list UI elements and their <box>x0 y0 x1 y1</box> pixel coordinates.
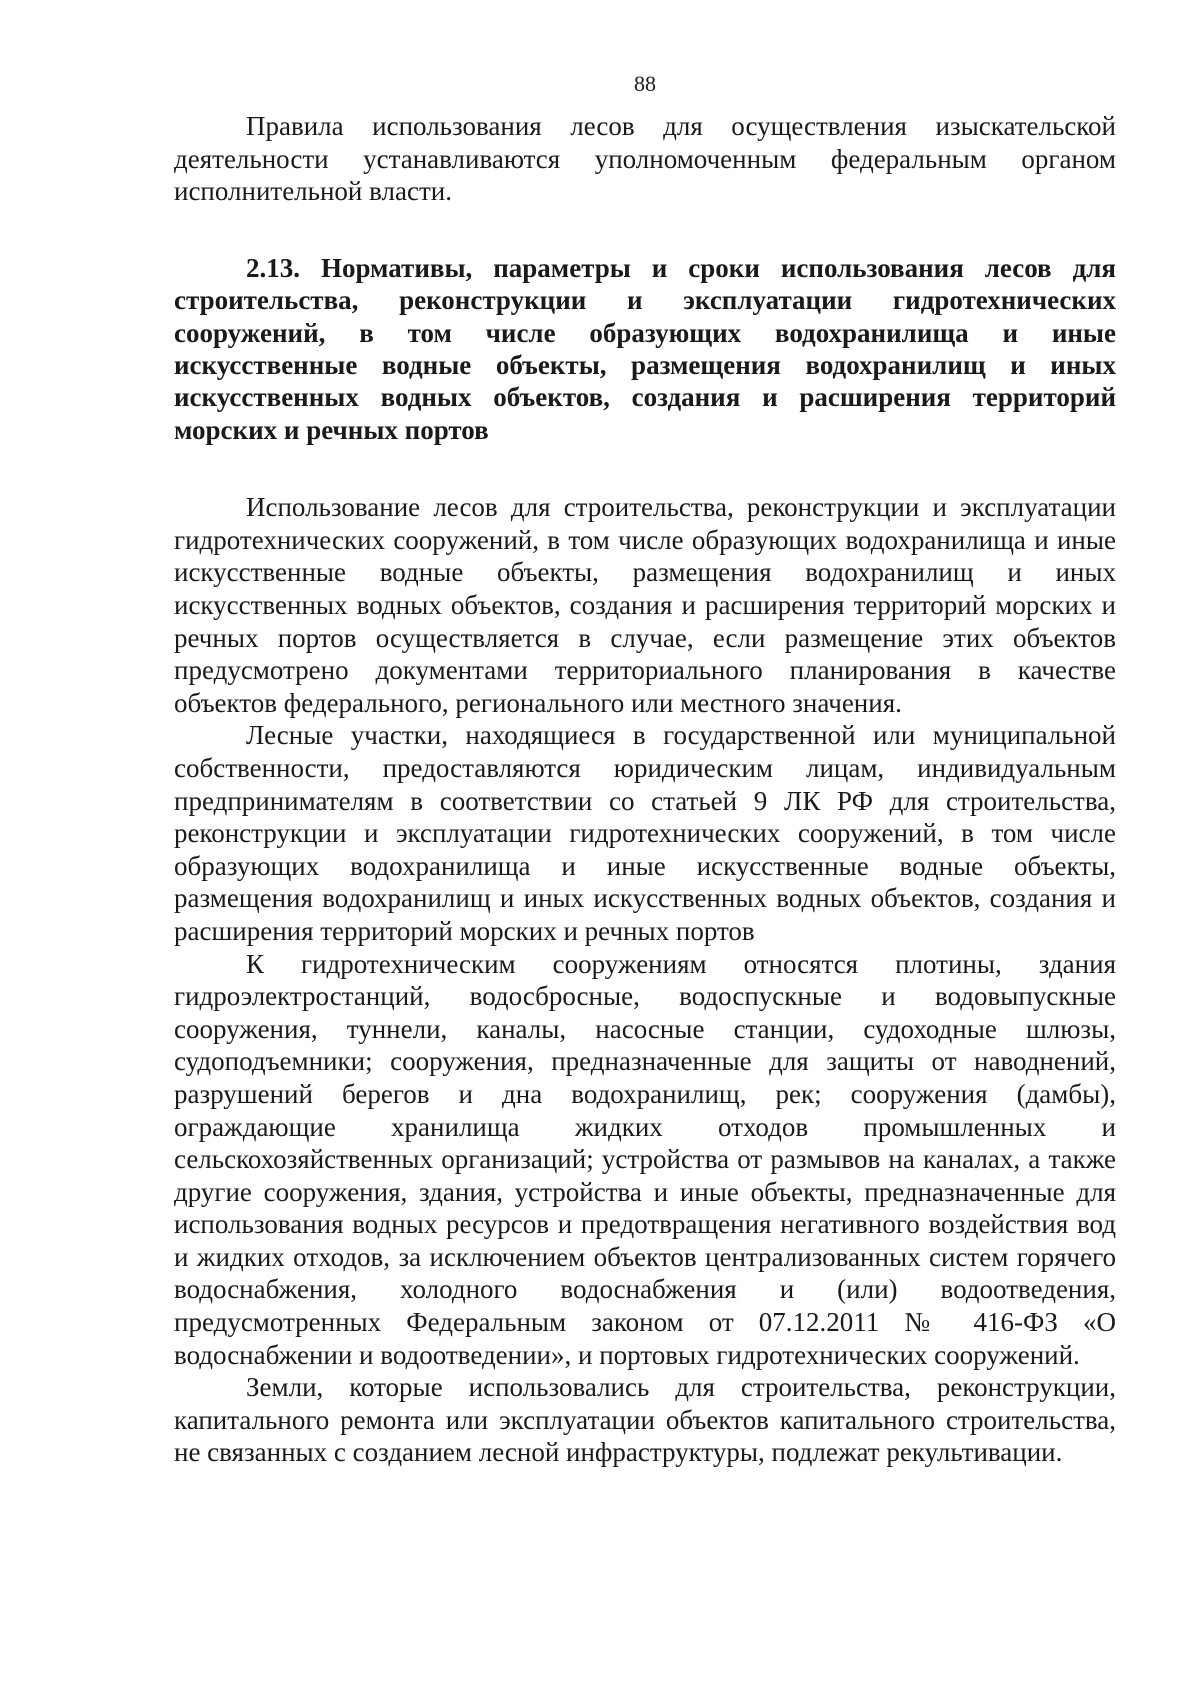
section-heading: 2.13. Нормативы, параметры и сроки использования лесов для строительства, реконструкции и эксплуатации гидротехнических сооружений, в том числе образующих водохранилища и иные искусственные водные объекты, размещения водохранилищ и иных искусственных водных объектов, создания и расширения территорий морских и речных портов <box>174 252 1116 445</box>
body-paragraph-2: Лесные участки, находящиеся в государственной или муниципальной собственности, предоставляются юридическим лицам, индивидуальным предпринимателям в соответствии со статьей 9 ЛК РФ для строительства, реконструкции и эксплуатации гидротехнических сооружений, в том числе образующих водохранилища и иные искусственные водные объекты, размещения водохранилищ и иных искусственных водных объектов, создания и расширения территорий морских и речных портов <box>174 720 1116 946</box>
intro-paragraph: Правила использования лесов для осуществления изыскательской деятельности устанавливаются уполномоченным федеральным органом исполнительной власти. <box>174 111 1116 207</box>
body-paragraph-3: К гидротехническим сооружениям относятся плотины, здания гидроэлектростанций, водосбросные, водоспускные и водовыпускные сооружения, туннели, каналы, насосные станции, судоходные шлюзы, судоподъемники; сооружения, предназначенные для защиты от наводнений, разрушений берегов и дна водохранилищ, рек; сооружения (дамбы), ограждающие хранилища жидких отходов промышленных и сельскохозяйственных организаций; устройства от размывов на каналах, а также другие сооружения, здания, устройства и иные объекты, предназначенные для использования водных ресурсов и предотвращения негативного воздействия вод и жидких отходов, за исключением объектов централизованных систем горячего водоснабжения, холодного водоснабжения и (или) водоотведения, предусмотренных Федеральным законом от 07.12.2011 № 416-ФЗ «О водоснабжении и водоотведении», и портовых гидротехнических сооружений. <box>174 948 1116 1370</box>
body-paragraph-4: Земли, которые использовались для строительства, реконструкции, капитального ремонта или эксплуатации объектов капитального строительства, не связанных с созданием лесной инфраструктуры, подлежат рекультивации. <box>174 1372 1116 1468</box>
page-number: 88 <box>634 71 656 96</box>
body-paragraph-1: Использование лесов для строительства, реконструкции и эксплуатации гидротехнических сооружений, в том числе образующих водохранилища и иные искусственные водные объекты, размещения водохранилищ и иных искусственных водных объектов, создания и расширения территорий морских и речных портов осуществляется в случае, если размещение этих объектов предусмотрено документами территориального планирования в качестве объектов федерального, регионального или местного значения. <box>174 492 1116 718</box>
document-page <box>174 70 1116 1469</box>
